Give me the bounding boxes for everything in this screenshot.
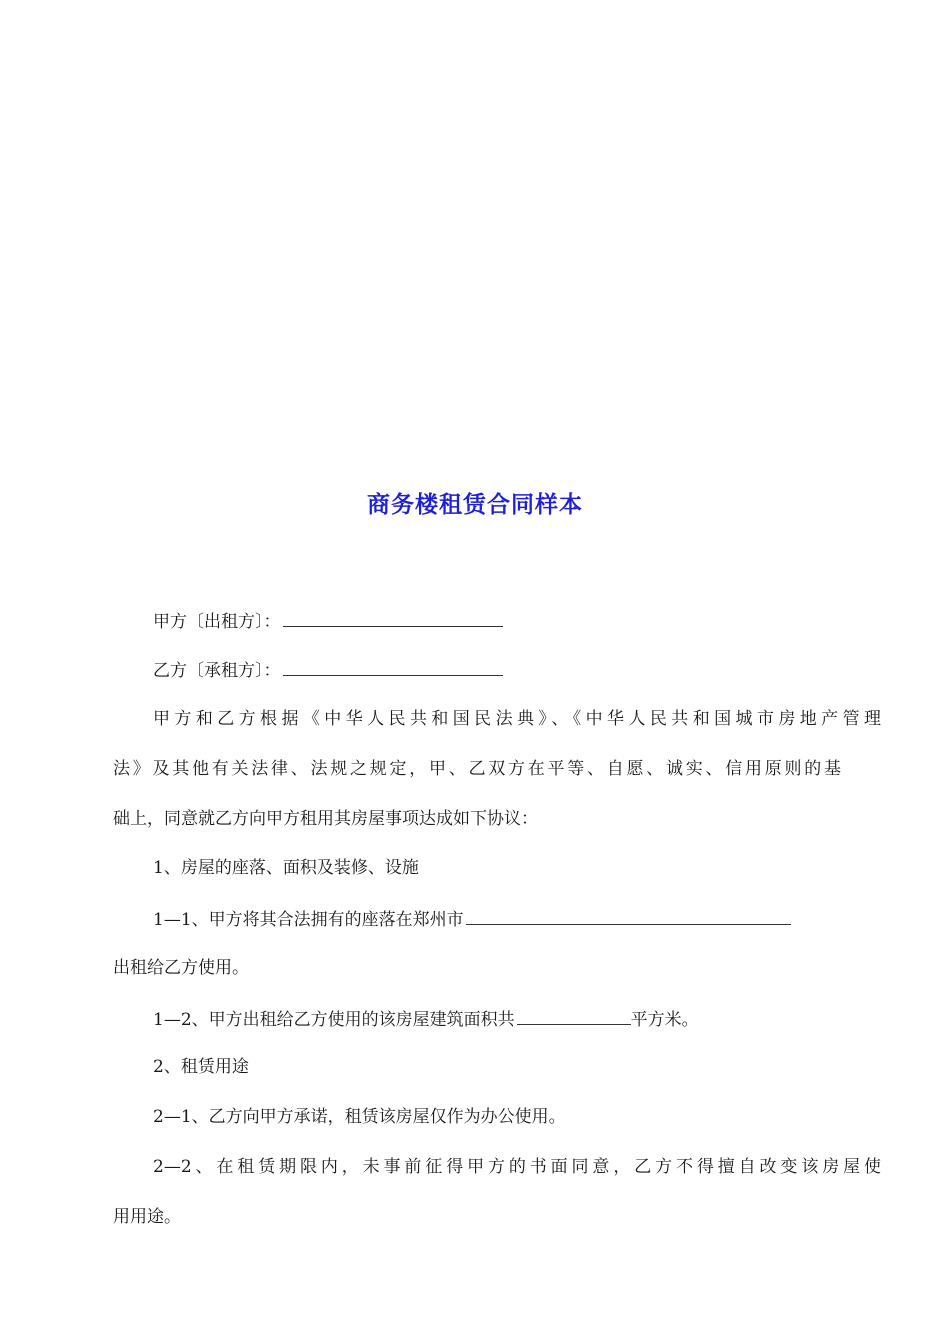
intro-line-1: 甲方和乙方根据《中华人民共和国民法典》、《中华人民共和国城市房地产管理 — [153, 709, 881, 729]
area-unit: 平方米。 — [630, 1010, 699, 1030]
intro-line-2: 法》及其他有关法律、法规之规定，甲、乙双方在平等、自愿、诚实、信用原则的基 — [113, 759, 841, 779]
section-2-item-1: 2—1、乙方向甲方承诺，租赁该房屋仅作为办公使用。 — [153, 1107, 566, 1127]
section-2-item-2: 2—2、在租赁期限内，未事前征得甲方的书面同意，乙方不得擅自改变该房屋使 — [153, 1157, 881, 1177]
address-blank[interactable] — [466, 906, 791, 925]
party-b-line — [113, 657, 881, 683]
section-1-heading: 1、房屋的座落、面积及装修、设施 — [153, 858, 419, 878]
section-1-item-1-cont: 出租给乙方使用。 — [113, 958, 249, 978]
area-blank[interactable] — [517, 1006, 631, 1025]
party-a-blank[interactable] — [283, 608, 503, 627]
party-b-label: 乙方〔承租方〕： — [153, 661, 281, 681]
section-1-item-2-text: 1—2、甲方出租给乙方使用的该房屋建筑面积共 — [153, 1010, 515, 1030]
party-a-line — [113, 608, 881, 634]
section-1-item-1-text: 1—1、甲方将其合法拥有的座落在郑州市 — [153, 910, 464, 930]
section-1-item-1 — [113, 906, 881, 932]
document-title: 商务楼租赁合同样本 — [367, 491, 583, 518]
party-b-blank[interactable] — [283, 657, 503, 676]
section-2-heading: 2、租赁用途 — [153, 1057, 249, 1077]
intro-line-3: 础上，同意就乙方向甲方租用其房屋事项达成如下协议： — [113, 809, 538, 829]
party-a-label: 甲方〔出租方〕： — [153, 612, 281, 632]
section-2-item-2-cont: 用用途。 — [113, 1207, 181, 1227]
section-1-item-2 — [113, 1006, 881, 1032]
